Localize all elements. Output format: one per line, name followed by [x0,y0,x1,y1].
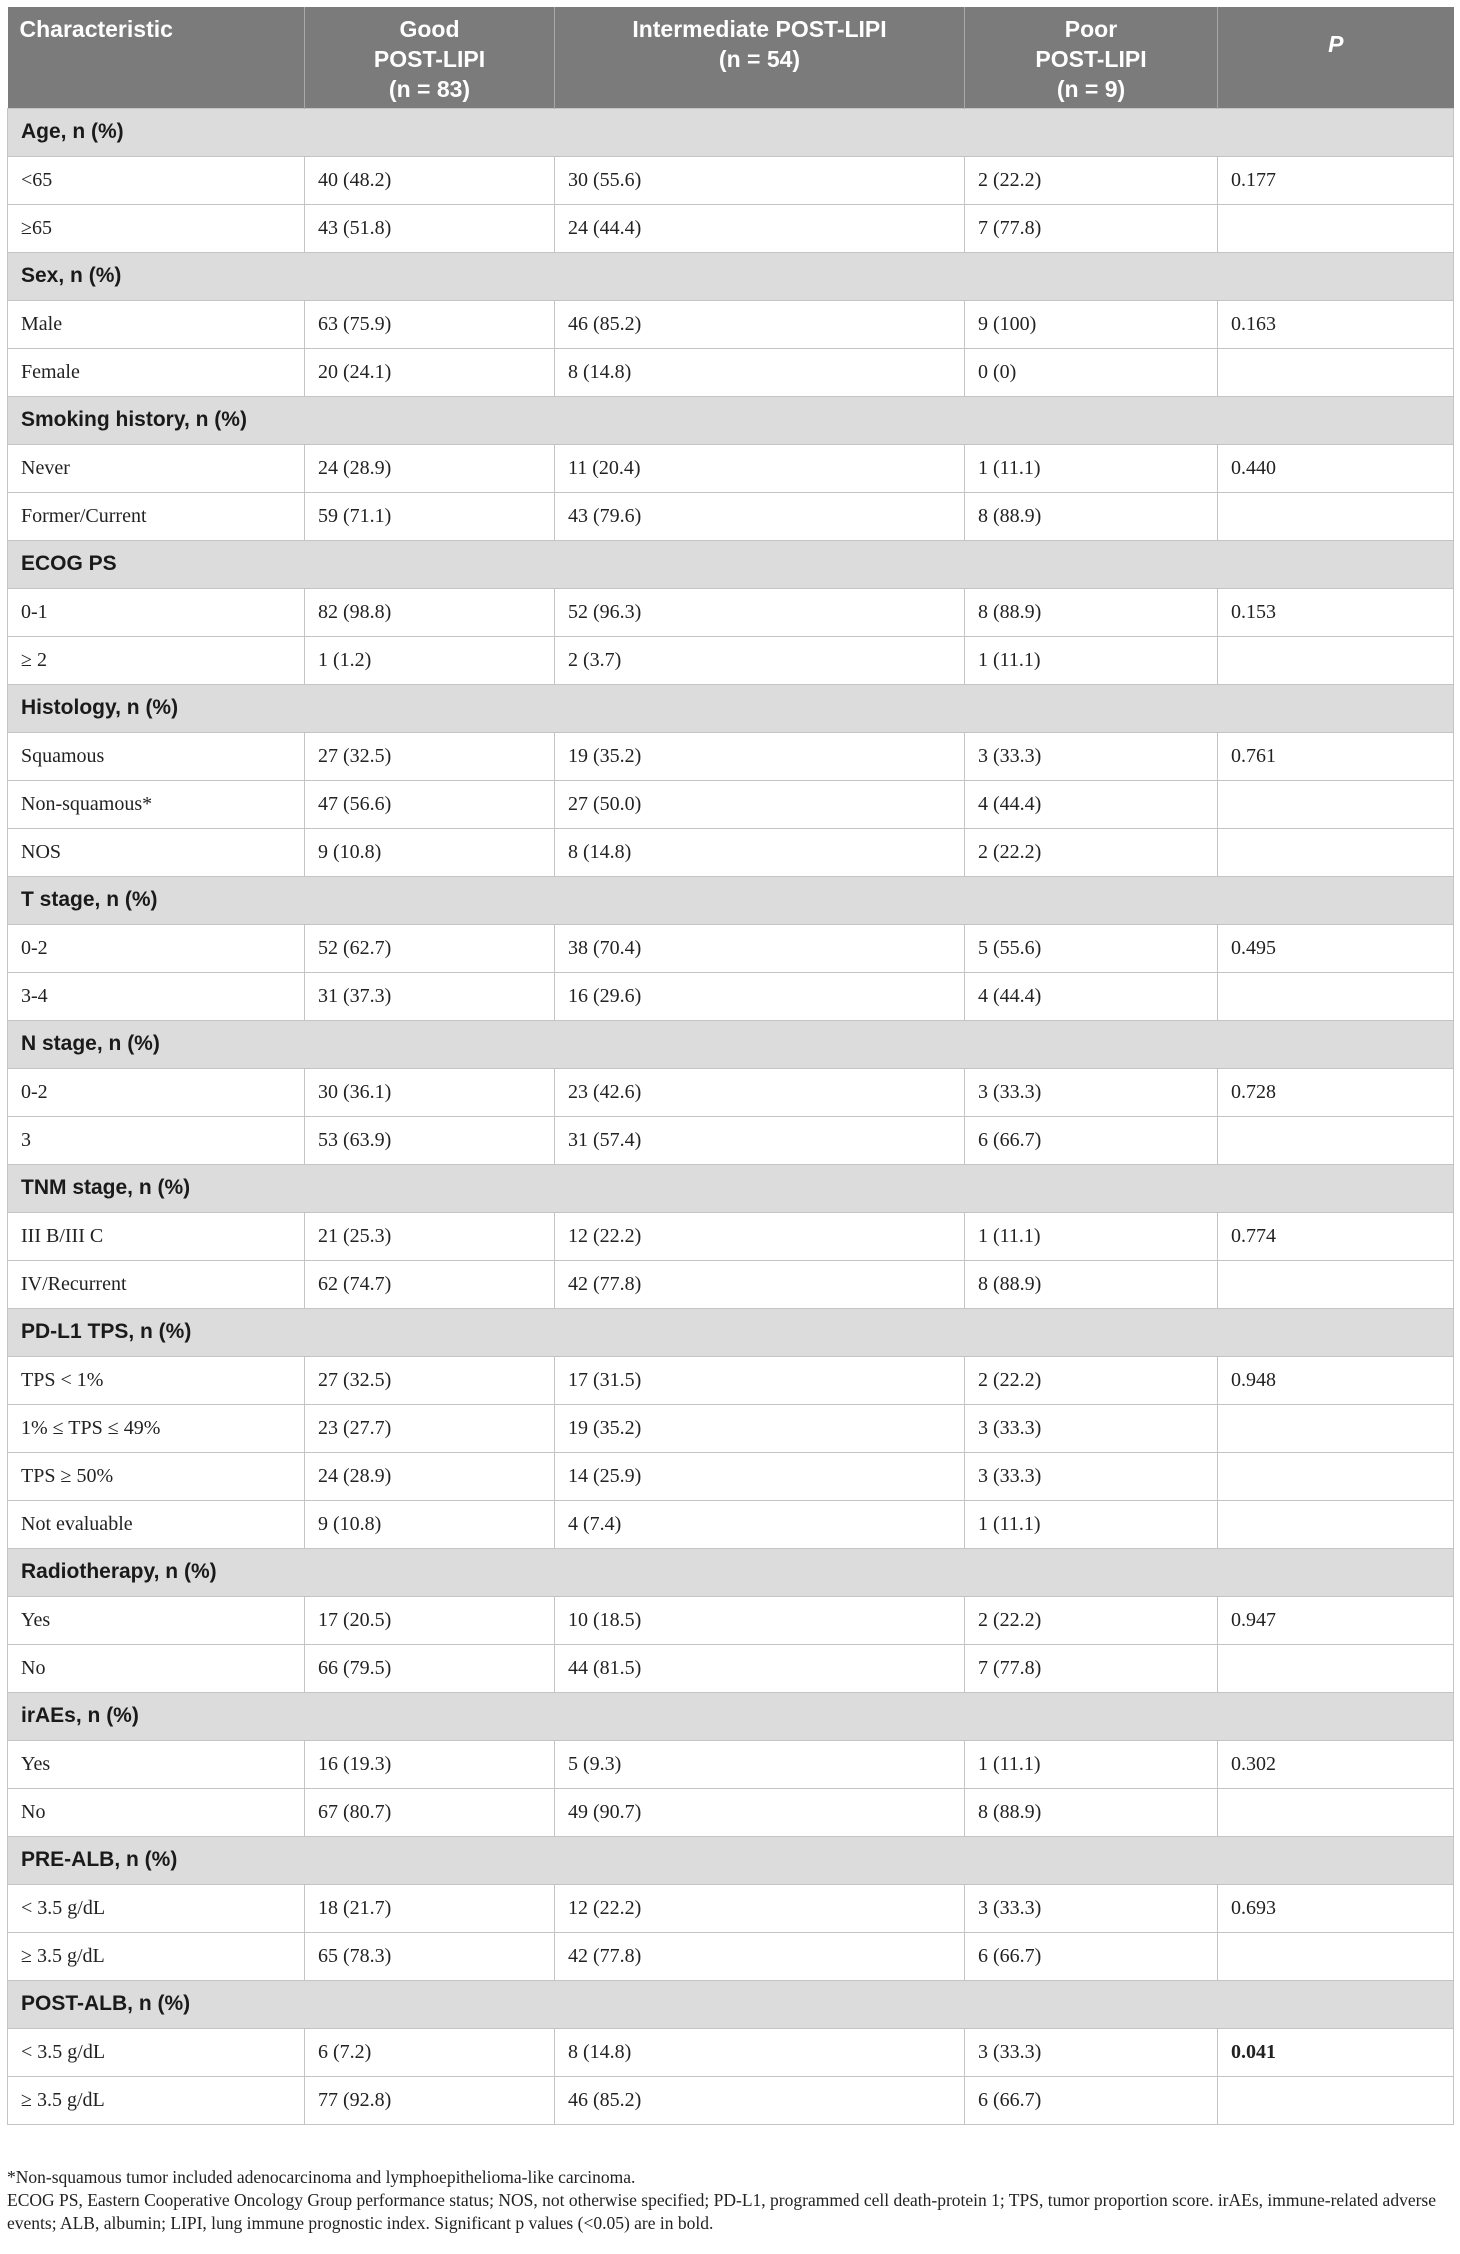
characteristics-table-container [7,7,1453,2125]
cell-poor: 1 (11.1) [965,1212,1218,1260]
group-header-row [8,1308,1454,1356]
group-title: Smoking history, n (%) [8,396,1454,444]
cell-good: 20 (24.1) [305,348,555,396]
cell-intermediate: 19 (35.2) [555,1404,965,1452]
table-row [8,1212,1454,1260]
row-label: NOS [8,828,305,876]
header-p-label [1230,29,1442,59]
cell-poor: 6 (66.7) [965,1116,1218,1164]
cell-p-value: 0.948 [1218,1356,1454,1404]
cell-intermediate: 27 (50.0) [555,780,965,828]
row-label: Yes [8,1596,305,1644]
header-good [305,7,555,108]
table-row [8,1740,1454,1788]
group-title: Histology, n (%) [8,684,1454,732]
cell-p-value: 0.774 [1218,1212,1454,1260]
table-row [8,1500,1454,1548]
cell-intermediate: 19 (35.2) [555,732,965,780]
table-row [8,1644,1454,1692]
cell-intermediate: 46 (85.2) [555,2076,965,2124]
table-row [8,780,1454,828]
cell-p-value: 0.761 [1218,732,1454,780]
row-label: TPS ≥ 50% [8,1452,305,1500]
cell-good: 17 (20.5) [305,1596,555,1644]
group-title: TNM stage, n (%) [8,1164,1454,1212]
row-label: 0-2 [8,1068,305,1116]
group-title: POST-ALB, n (%) [8,1980,1454,2028]
cell-good: 62 (74.7) [305,1260,555,1308]
row-label: Never [8,444,305,492]
cell-poor: 1 (11.1) [965,444,1218,492]
cell-p-value [1218,348,1454,396]
cell-good: 77 (92.8) [305,2076,555,2124]
cell-poor: 8 (88.9) [965,1260,1218,1308]
cell-good: 31 (37.3) [305,972,555,1020]
table-row [8,492,1454,540]
row-label: Former/Current [8,492,305,540]
table-body [8,108,1454,2124]
table-row [8,1356,1454,1404]
cell-intermediate: 8 (14.8) [555,2028,965,2076]
group-title: PRE-ALB, n (%) [8,1836,1454,1884]
group-header-row [8,108,1454,156]
cell-intermediate: 8 (14.8) [555,828,965,876]
cell-p-value [1218,1788,1454,1836]
cell-p-value [1218,1260,1454,1308]
cell-p-value [1218,636,1454,684]
cell-poor: 5 (55.6) [965,924,1218,972]
cell-intermediate: 17 (31.5) [555,1356,965,1404]
table-row [8,2028,1454,2076]
cell-intermediate: 23 (42.6) [555,1068,965,1116]
group-header-row [8,1548,1454,1596]
cell-p-value: 0.693 [1218,1884,1454,1932]
cell-good: 59 (71.1) [305,492,555,540]
cell-intermediate: 49 (90.7) [555,1788,965,1836]
row-label: Non-squamous* [8,780,305,828]
cell-good: 63 (75.9) [305,300,555,348]
cell-good: 24 (28.9) [305,1452,555,1500]
cell-intermediate: 30 (55.6) [555,156,965,204]
cell-good: 53 (63.9) [305,1116,555,1164]
cell-poor: 2 (22.2) [965,828,1218,876]
cell-poor: 9 (100) [965,300,1218,348]
row-label: Male [8,300,305,348]
cell-intermediate: 4 (7.4) [555,1500,965,1548]
row-label: < 3.5 g/dL [8,1884,305,1932]
table-row [8,2076,1454,2124]
header-p-value [1218,7,1454,108]
cell-good: 40 (48.2) [305,156,555,204]
table-row [8,1116,1454,1164]
row-label: Squamous [8,732,305,780]
cell-intermediate: 2 (3.7) [555,636,965,684]
group-title: Radiotherapy, n (%) [8,1548,1454,1596]
cell-intermediate: 44 (81.5) [555,1644,965,1692]
cell-good: 9 (10.8) [305,1500,555,1548]
cell-good: 66 (79.5) [305,1644,555,1692]
table-row [8,1404,1454,1452]
cell-p-value [1218,204,1454,252]
cell-intermediate: 24 (44.4) [555,204,965,252]
cell-p-value: 0.947 [1218,1596,1454,1644]
table-header [8,7,1454,108]
row-label: 3 [8,1116,305,1164]
header-poor-line2: POST-LIPI [1035,46,1147,72]
cell-p-value [1218,1116,1454,1164]
cell-intermediate: 42 (77.8) [555,1260,965,1308]
cell-good: 67 (80.7) [305,1788,555,1836]
cell-good: 6 (7.2) [305,2028,555,2076]
row-label: 3-4 [8,972,305,1020]
group-header-row [8,1020,1454,1068]
cell-intermediate: 8 (14.8) [555,348,965,396]
cell-poor: 8 (88.9) [965,492,1218,540]
cell-intermediate: 12 (22.2) [555,1884,965,1932]
cell-good: 52 (62.7) [305,924,555,972]
cell-p-value [1218,828,1454,876]
table-footnotes [7,2166,1453,2235]
row-label: No [8,1644,305,1692]
cell-good: 82 (98.8) [305,588,555,636]
row-label: <65 [8,156,305,204]
group-title: Age, n (%) [8,108,1454,156]
cell-intermediate: 12 (22.2) [555,1212,965,1260]
cell-poor: 7 (77.8) [965,1644,1218,1692]
cell-p-value: 0.302 [1218,1740,1454,1788]
group-header-row [8,396,1454,444]
cell-poor: 4 (44.4) [965,972,1218,1020]
cell-intermediate: 11 (20.4) [555,444,965,492]
row-label: ≥ 2 [8,636,305,684]
cell-intermediate: 46 (85.2) [555,300,965,348]
cell-poor: 6 (66.7) [965,1932,1218,1980]
characteristics-table [7,7,1454,2125]
row-label: III B/III C [8,1212,305,1260]
group-header-row [8,1980,1454,2028]
cell-poor: 3 (33.3) [965,1452,1218,1500]
table-row [8,1884,1454,1932]
table-row [8,732,1454,780]
table-row [8,348,1454,396]
cell-poor: 2 (22.2) [965,1356,1218,1404]
cell-good: 21 (25.3) [305,1212,555,1260]
cell-p-value [1218,1500,1454,1548]
cell-poor: 3 (33.3) [965,1404,1218,1452]
cell-p-value: 0.440 [1218,444,1454,492]
cell-good: 47 (56.6) [305,780,555,828]
cell-poor: 0 (0) [965,348,1218,396]
cell-p-value [1218,1404,1454,1452]
row-label: Yes [8,1740,305,1788]
cell-poor: 1 (11.1) [965,1500,1218,1548]
header-intermediate-line1: Intermediate POST-LIPI [632,16,887,42]
cell-p-value: 0.163 [1218,300,1454,348]
group-header-row [8,252,1454,300]
header-row [8,7,1454,108]
cell-poor: 7 (77.8) [965,204,1218,252]
table-row [8,444,1454,492]
table-row [8,1596,1454,1644]
header-poor-line3: (n = 9) [1056,76,1126,102]
row-label: No [8,1788,305,1836]
table-row [8,588,1454,636]
group-title: Sex, n (%) [8,252,1454,300]
row-label: Female [8,348,305,396]
group-title: PD-L1 TPS, n (%) [8,1308,1454,1356]
cell-poor: 2 (22.2) [965,1596,1218,1644]
table-row [8,156,1454,204]
cell-good: 27 (32.5) [305,732,555,780]
p-symbol: P [1328,31,1344,57]
cell-intermediate: 43 (79.6) [555,492,965,540]
cell-p-value: 0.495 [1218,924,1454,972]
cell-intermediate: 10 (18.5) [555,1596,965,1644]
cell-poor: 1 (11.1) [965,1740,1218,1788]
table-row [8,924,1454,972]
table-row [8,300,1454,348]
table-row [8,972,1454,1020]
cell-poor: 3 (33.3) [965,2028,1218,2076]
group-header-row [8,1164,1454,1212]
cell-poor: 3 (33.3) [965,732,1218,780]
header-good-line3: (n = 83) [388,76,471,102]
cell-p-value: 0.728 [1218,1068,1454,1116]
header-poor [965,7,1218,108]
cell-good: 27 (32.5) [305,1356,555,1404]
cell-good: 65 (78.3) [305,1932,555,1980]
row-label: Not evaluable [8,1500,305,1548]
cell-poor: 6 (66.7) [965,2076,1218,2124]
cell-intermediate: 14 (25.9) [555,1452,965,1500]
header-poor-line1: Poor [1064,16,1118,42]
row-label: 0-1 [8,588,305,636]
header-intermediate [555,7,965,108]
table-row [8,1068,1454,1116]
row-label: 1% ≤ TPS ≤ 49% [8,1404,305,1452]
group-title: irAEs, n (%) [8,1692,1454,1740]
cell-p-value [1218,780,1454,828]
cell-poor: 2 (22.2) [965,156,1218,204]
row-label: ≥ 3.5 g/dL [8,1932,305,1980]
cell-intermediate: 16 (29.6) [555,972,965,1020]
cell-good: 16 (19.3) [305,1740,555,1788]
header-good-line1: Good [399,16,460,42]
cell-poor: 8 (88.9) [965,1788,1218,1836]
group-title: T stage, n (%) [8,876,1454,924]
cell-intermediate: 42 (77.8) [555,1932,965,1980]
table-row [8,1452,1454,1500]
group-title: N stage, n (%) [8,1020,1454,1068]
cell-poor: 3 (33.3) [965,1884,1218,1932]
cell-good: 24 (28.9) [305,444,555,492]
group-header-row [8,1692,1454,1740]
cell-p-value [1218,1644,1454,1692]
row-label: TPS < 1% [8,1356,305,1404]
header-good-line2: POST-LIPI [373,46,486,72]
cell-p-value [1218,2076,1454,2124]
cell-good: 43 (51.8) [305,204,555,252]
row-label: < 3.5 g/dL [8,2028,305,2076]
table-row [8,204,1454,252]
row-label: IV/Recurrent [8,1260,305,1308]
cell-good: 18 (21.7) [305,1884,555,1932]
table-row [8,1932,1454,1980]
cell-p-value [1218,492,1454,540]
cell-p-value [1218,1452,1454,1500]
header-characteristic: Characteristic [8,7,305,108]
cell-poor: 4 (44.4) [965,780,1218,828]
cell-p-value: 0.041 [1218,2028,1454,2076]
cell-poor: 8 (88.9) [965,588,1218,636]
cell-good: 1 (1.2) [305,636,555,684]
table-row [8,1260,1454,1308]
table-row [8,828,1454,876]
cell-good: 23 (27.7) [305,1404,555,1452]
cell-poor: 1 (11.1) [965,636,1218,684]
cell-good: 9 (10.8) [305,828,555,876]
row-label: ≥ 3.5 g/dL [8,2076,305,2124]
table-row [8,1788,1454,1836]
group-title: ECOG PS [8,540,1454,588]
group-header-row [8,684,1454,732]
cell-intermediate: 31 (57.4) [555,1116,965,1164]
cell-p-value: 0.153 [1218,588,1454,636]
group-header-row [8,1836,1454,1884]
group-header-row [8,876,1454,924]
cell-p-value [1218,1932,1454,1980]
header-intermediate-line2: (n = 54) [718,46,801,72]
cell-p-value [1218,972,1454,1020]
cell-good: 30 (36.1) [305,1068,555,1116]
table-row [8,636,1454,684]
group-header-row [8,540,1454,588]
row-label: 0-2 [8,924,305,972]
footnote-abbreviations: ECOG PS, Eastern Cooperative Oncology Group performance status; NOS, not otherwise specified; PD-L1, programmed cell death-protein 1; TPS, tumor proportion score. irAEs, immune-related adverse events; ALB, albumin; LIPI, lung immune prognostic index. Significant p values (<0.05) are in bold. [7,2190,1436,2233]
cell-intermediate: 38 (70.4) [555,924,965,972]
row-label: ≥65 [8,204,305,252]
cell-intermediate: 5 (9.3) [555,1740,965,1788]
cell-intermediate: 52 (96.3) [555,588,965,636]
cell-poor: 3 (33.3) [965,1068,1218,1116]
footnote-nonsquamous: *Non-squamous tumor included adenocarcinoma and lymphoepithelioma-like carcinoma. [7,2167,636,2187]
cell-p-value: 0.177 [1218,156,1454,204]
